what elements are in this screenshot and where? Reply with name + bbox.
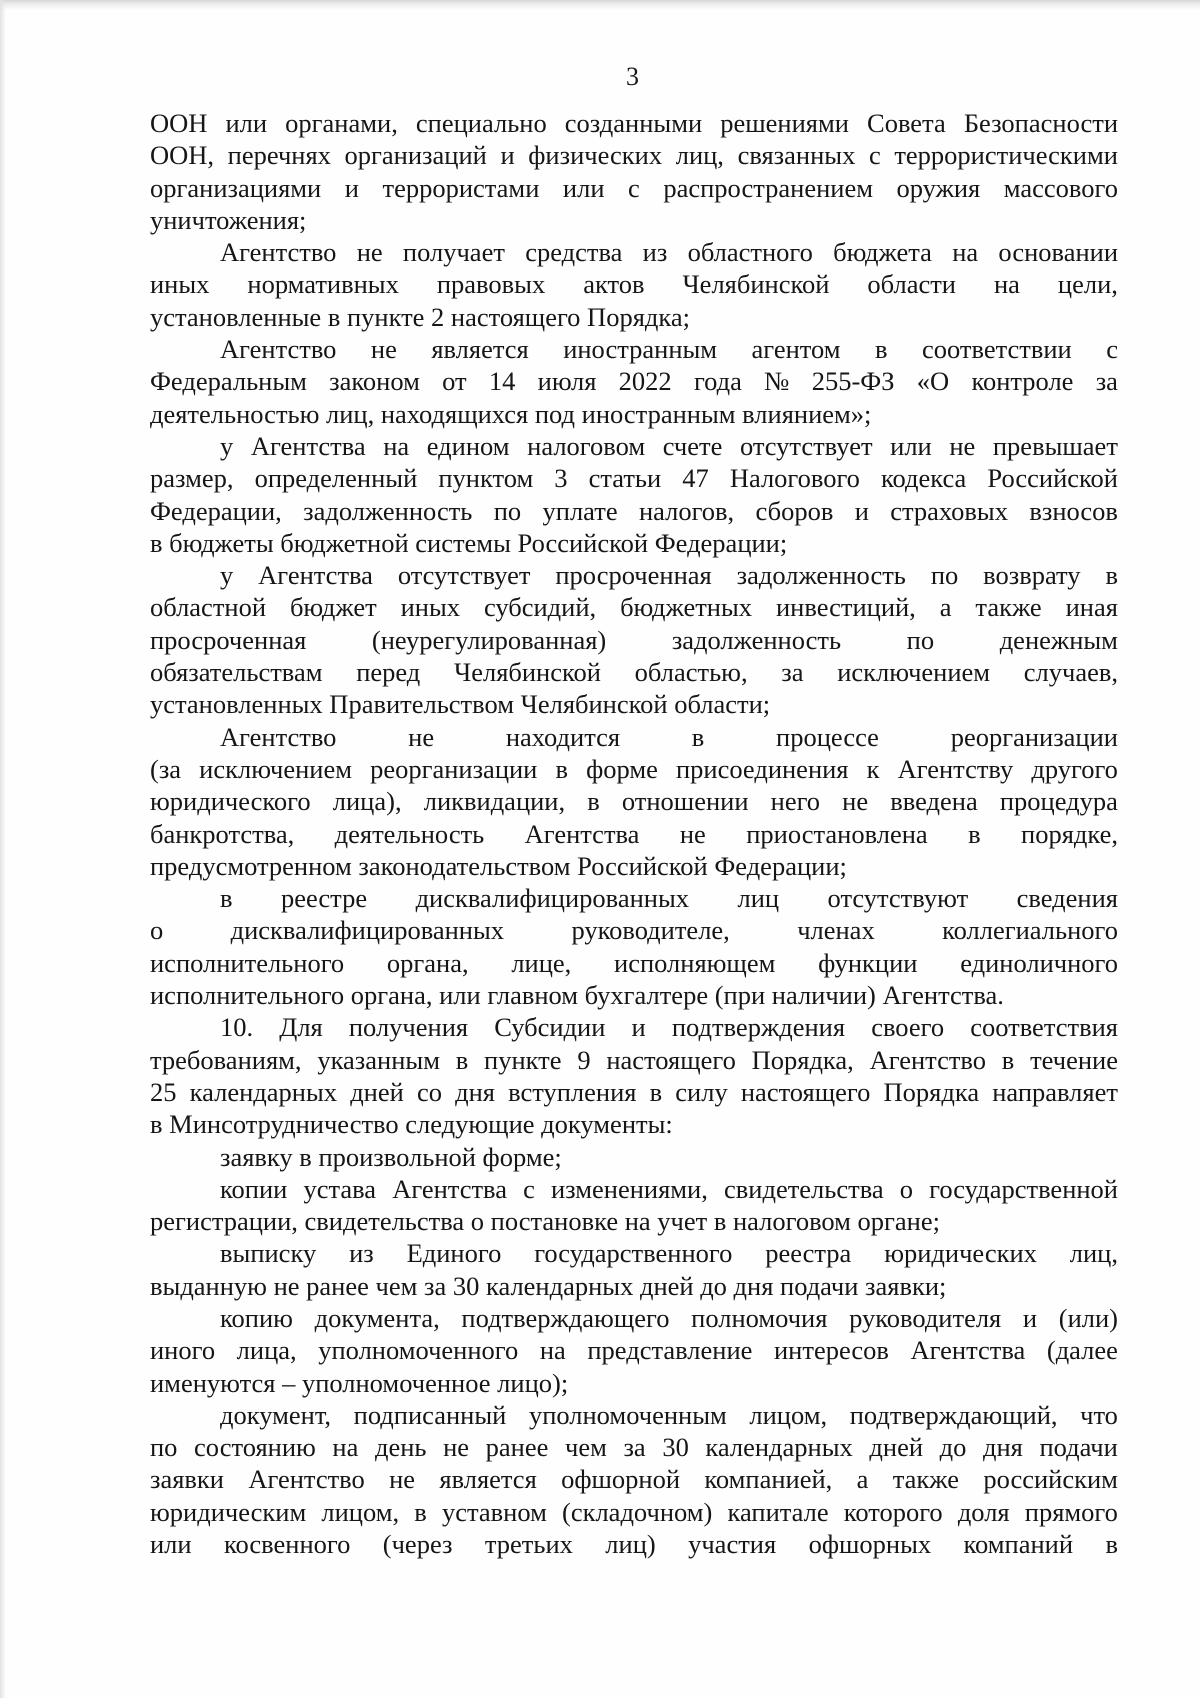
text-line: банкротства, деятельность Агентства не приостановлена в порядке, [150,818,1118,849]
text-line: заявки Агентство не является офшорной компанией, а также российским [150,1464,1118,1495]
text-line: копию документа, подтверждающего полномочия руководителя и (или) [220,1302,1118,1333]
text-line: ООН или органами, специально созданными решениями Совета Безопасности [150,108,1118,138]
text-line: Агентство не является иностранным агентом в соответствии с [220,334,1118,365]
text-line: исполнительного органа, или главном бухгалтере (при наличии) Агентства. [150,980,1004,1011]
text-line: регистрации, свидетельства о постановке на учет в налоговом органе; [150,1206,940,1237]
text-line: копии устава Агентства с изменениями, свидетельства о государственной [220,1173,1118,1204]
text-line: ООН, перечнях организаций и физических лиц, связанных с террористическими [150,140,1118,171]
text-line: размер, определенный пунктом 3 статьи 47 Налогового кодекса Российской [150,463,1118,494]
text-line: в бюджеты бюджетной системы Российской Федерации; [150,527,788,558]
text-line: организациями и террористами или с распространением оружия массового [150,172,1118,203]
text-line: в реестре дисквалифицированных лиц отсутствуют сведения [220,883,1118,914]
text-line: выписку из Единого государственного реестра юридических лиц, [220,1238,1118,1269]
text-line: документ, подписанный уполномоченным лицом, подтверждающий, что [220,1399,1118,1430]
text-line: выданную не ранее чем за 30 календарных дней до дня подачи заявки; [150,1270,947,1301]
text-line: установленных Правительством Челябинской области; [150,689,771,720]
text-line: у Агентства отсутствует просроченная задолженность по возврату в [220,560,1118,591]
text-line: уничтожения; [150,204,307,235]
page-number: 3 [626,62,639,91]
text-line: установленные в пункте 2 настоящего Порядка; [150,301,690,332]
text-line: у Агентства на едином налоговом счете отсутствует или не превышает [220,430,1118,461]
text-line: Агентство не получает средства из областного бюджета на основании [220,237,1118,268]
text-line: заявку в произвольной форме; [220,1141,562,1172]
text-line: обязательствам перед Челябинской областью, за исключением случаев, [150,657,1118,688]
text-line: Агентство не находится в процессе реорганизации [220,721,1118,752]
text-line: (за исключением реорганизации в форме присоединения к Агентству другого [150,753,1118,784]
text-line: 10. Для получения Субсидии и подтверждения своего соответствия [220,1012,1118,1043]
text-line: юридического лица), ликвидации, в отношении него не введена процедура [150,786,1118,817]
text-line: Федеральным законом от 14 июля 2022 года № 255-ФЗ «О контроле за [150,366,1118,397]
text-line: или косвенного (через третьих лиц) участия офшорных компаний в [150,1529,1118,1560]
text-line: именуются – уполномоченное лицо); [150,1367,569,1398]
text-line: юридическим лицом, в уставном (складочном) капитале которого доля прямого [150,1496,1118,1527]
text-line: иных нормативных правовых актов Челябинской области на цели, [150,269,1118,300]
text-line: Федерации, задолженность по уплате налогов, сборов и страховых взносов [150,495,1118,526]
text-line: по состоянию на день не ранее чем за 30 календарных дней до дня подачи [150,1432,1118,1463]
text-line: просроченная (неурегулированная) задолженность по денежным [150,624,1118,655]
text-line: предусмотренном законодательством Российской Федерации; [150,850,847,881]
text-line: требованиям, указанным в пункте 9 настоящего Порядка, Агентство в течение [150,1044,1118,1075]
document-body [150,107,1118,1560]
text-line: исполнительного органа, лице, исполняющем функции единоличного [150,947,1118,978]
text-line: 25 календарных дней со дня вступления в силу настоящего Порядка направляет [150,1076,1118,1107]
scan-edge-top [0,0,1200,10]
text-line: о дисквалифицированных руководителе, членах коллегиального [150,915,1118,946]
text-line: областной бюджет иных субсидий, бюджетных инвестиций, а также иная [150,592,1118,623]
text-line: иного лица, уполномоченного на представление интересов Агентства (далее [150,1335,1118,1366]
scan-edge-left [0,0,6,1698]
text-line: в Минсотрудничество следующие документы: [150,1109,673,1140]
text-line: деятельностью лиц, находящихся под иностранным влиянием»; [150,398,872,429]
